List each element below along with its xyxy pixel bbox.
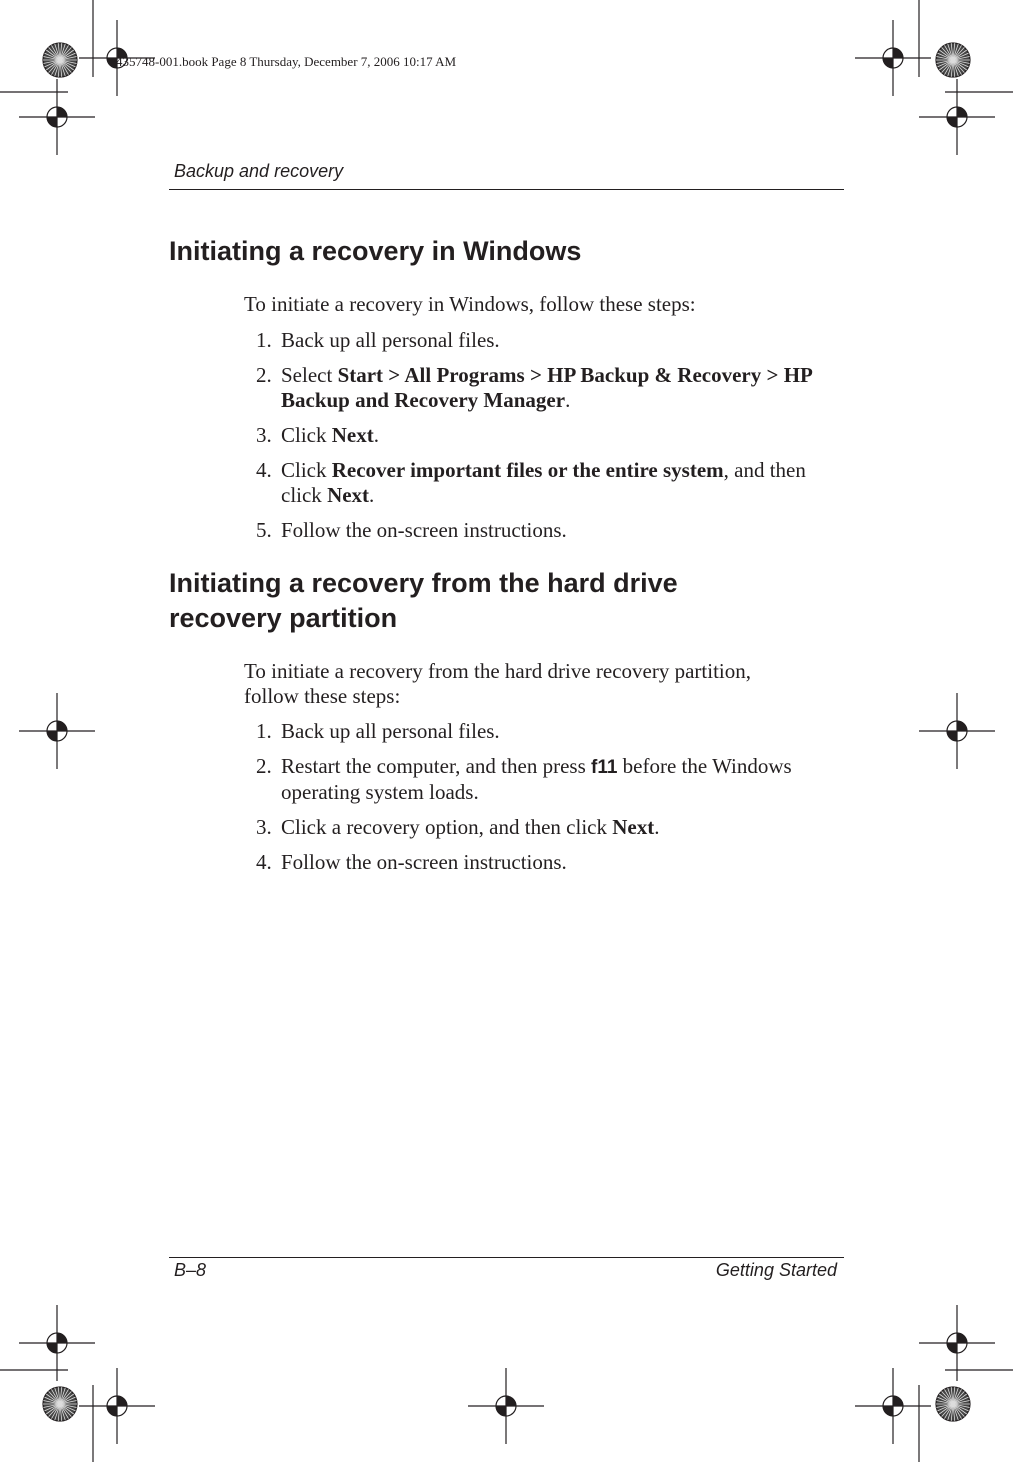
- step-number: 1.: [256, 328, 272, 352]
- step-item: [244, 850, 844, 875]
- intro-line: To initiate a recovery from the hard drive recovery partition,: [244, 659, 751, 683]
- print-slug: 435748-001.book Page 8 Thursday, December 7, 2006 10:17 AM: [116, 54, 457, 69]
- section-intro: [244, 659, 844, 709]
- ui-command: Start > All Programs > HP Backup & Recovery > HP Backup and Recovery Manager: [281, 363, 812, 412]
- step-text: Click: [281, 423, 332, 447]
- step-number: 2.: [256, 363, 272, 387]
- step-item: [244, 719, 844, 744]
- key-name: f11: [591, 757, 618, 778]
- step-number: 5.: [256, 518, 272, 542]
- step-text: Restart the computer, and then press: [281, 754, 591, 778]
- heading-line: Initiating a recovery from the hard drive: [169, 568, 678, 598]
- ui-command: Next: [331, 423, 374, 447]
- step-number: 4.: [256, 850, 272, 874]
- step-item: [244, 458, 844, 508]
- steps-list: [244, 328, 844, 553]
- step-number: 3.: [256, 423, 272, 447]
- book-title: Getting Started: [715, 1260, 837, 1280]
- step-text: Select: [281, 363, 338, 387]
- step-text: .: [369, 483, 375, 507]
- steps-list: [244, 719, 844, 885]
- ui-command: Next: [327, 483, 370, 507]
- section-heading: Initiating a recovery in Windows: [169, 236, 582, 266]
- step-number: 3.: [256, 815, 272, 839]
- section-heading: [169, 566, 678, 636]
- ui-command: Next: [612, 815, 655, 839]
- step-item: [244, 328, 844, 353]
- footer-rule: [169, 1257, 844, 1258]
- header-rule: [169, 189, 844, 190]
- step-text: Click: [281, 458, 332, 482]
- running-header: Backup and recovery: [174, 161, 344, 181]
- section-intro: To initiate a recovery in Windows, follow these steps:: [244, 292, 696, 316]
- ui-command: Recover important files or the entire system: [331, 458, 724, 482]
- step-number: 1.: [256, 719, 272, 743]
- step-number: 2.: [256, 754, 272, 778]
- step-text: .: [654, 815, 660, 839]
- heading-line: recovery partition: [169, 603, 398, 633]
- step-item: [244, 363, 844, 413]
- step-text: Click a recovery option, and then click: [281, 815, 613, 839]
- step-item: [244, 518, 844, 543]
- step-text: Back up all personal files.: [281, 719, 500, 743]
- step-item: [244, 754, 844, 805]
- step-text: Follow the on-screen instructions.: [281, 518, 567, 542]
- step-text: .: [565, 388, 571, 412]
- step-text: Follow the on-screen instructions.: [281, 850, 567, 874]
- intro-line: follow these steps:: [244, 684, 401, 708]
- page-number: B–8: [174, 1260, 207, 1280]
- step-text: , and then click: [281, 458, 806, 507]
- step-item: [244, 815, 844, 840]
- step-item: [244, 423, 844, 448]
- step-number: 4.: [256, 458, 272, 482]
- step-text: .: [373, 423, 379, 447]
- step-text: Back up all personal files.: [281, 328, 500, 352]
- step-text: before the Windows operating system loads.: [281, 754, 792, 804]
